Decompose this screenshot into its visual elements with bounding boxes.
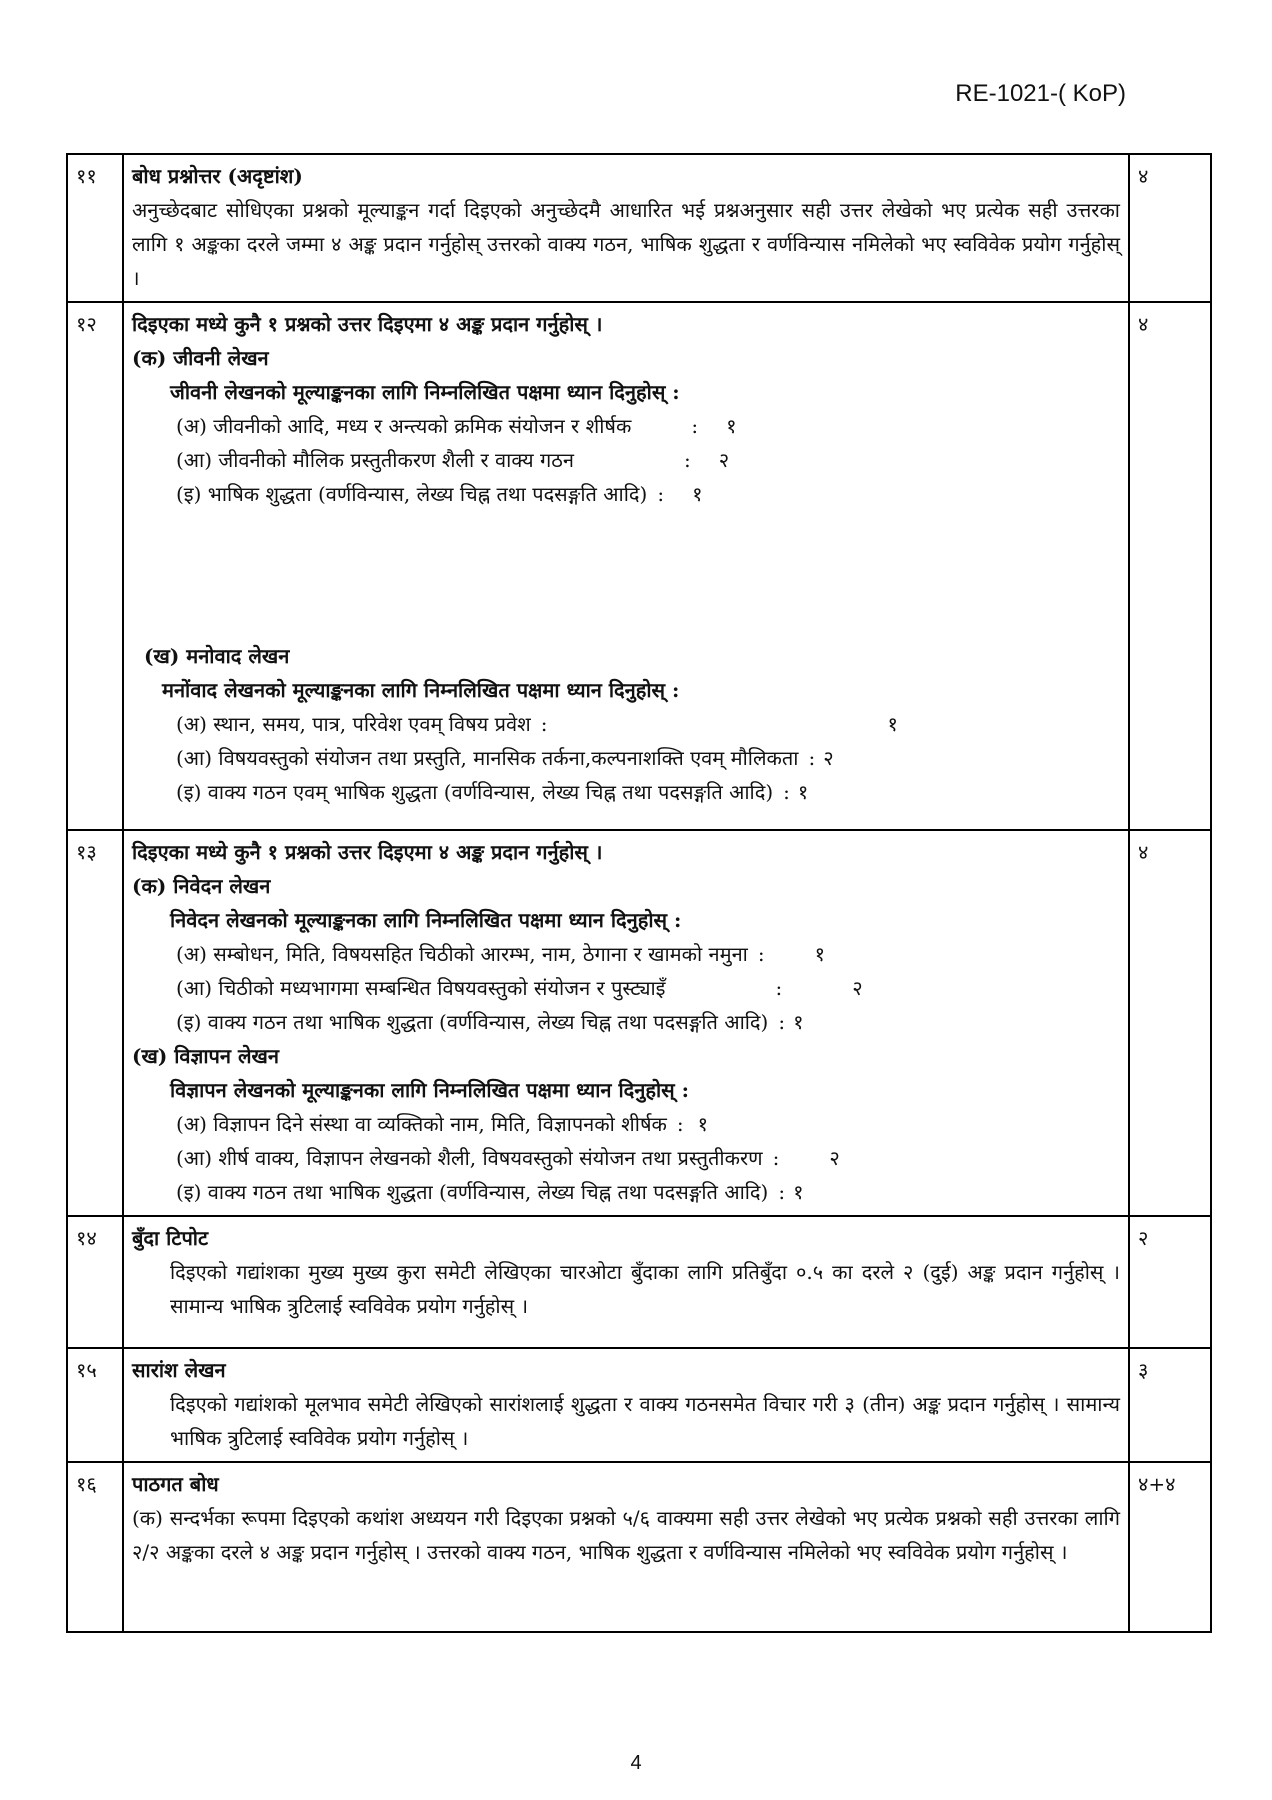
question-content	[123, 1462, 1129, 1632]
question-number: १६	[67, 1462, 123, 1632]
criterion-item: (इ) वाक्य गठन तथा भाषिक शुद्धता (वर्णविन्यास, लेख्य चिह्न तथा पदसङ्गति आदि) : १	[176, 1010, 804, 1034]
question-body: दिइएको गद्यांशका मुख्य मुख्य कुरा समेटी लेखिएका चारओटा बुँदाका लागि प्रतिबुँदा ०.५ का दरले २ (दुई) अङ्क प्रदान गर्नुहोस् । सामान्य भाषिक त्रुटिलाई स्वविवेक प्रयोग गर्नुहोस् ।	[170, 1260, 1120, 1318]
table-row	[67, 154, 1211, 302]
criterion-item: (आ) विषयवस्तुको संयोजन तथा प्रस्तुति, मानसिक तर्कना,कल्पनाशक्ति एवम् मौलिकता : २	[176, 746, 834, 770]
question-number: १३	[67, 830, 123, 1216]
criterion-item: (अ) स्थान, समय, पात्र, परिवेश एवम् विषय प्रवेश : १	[176, 712, 898, 736]
question-marks: ४	[1129, 830, 1211, 1216]
section-heading: (क) जीवनी लेखन	[132, 346, 269, 370]
document-code: RE-1021-( KoP)	[955, 80, 1126, 107]
question-number: १२	[67, 302, 123, 830]
question-content	[123, 1348, 1129, 1462]
question-number: १५	[67, 1348, 123, 1462]
question-title: दिइएका मध्ये कुनै १ प्रश्नको उत्तर दिइएमा ४ अङ्क प्रदान गर्नुहोस् ।	[132, 840, 603, 864]
criterion-item: (इ) वाक्य गठन एवम् भाषिक शुद्धता (वर्णविन्यास, लेख्य चिह्न तथा पदसङ्गति आदि) : १	[176, 780, 809, 804]
question-body: अनुच्छेदबाट सोधिएका प्रश्नको मूल्याङ्कन गर्दा दिइएको अनुच्छेदमै आधारित भई प्रश्नअनुसार सही उत्तर लेखेको भए प्रत्येक सही उत्तरका लागि १ अङ्कका दरले जम्मा ४ अङ्क प्रदान गर्नुहोस् उत्तरको वाक्य गठन, भाषिक शुद्धता र वर्णविन्यास नमिलेको भए स्वविवेक प्रयोग गर्नुहोस् ।	[132, 198, 1120, 290]
table-row	[67, 1348, 1211, 1462]
marking-scheme-table	[66, 153, 1212, 1633]
question-content	[123, 154, 1129, 302]
criterion-item: (अ) जीवनीको आदि, मध्य र अन्त्यको क्रमिक संयोजन र शीर्षक : १	[176, 414, 737, 438]
question-title: पाठगत बोध	[132, 1472, 219, 1496]
table-row	[67, 302, 1211, 830]
question-content	[123, 830, 1129, 1216]
question-content	[123, 1216, 1129, 1348]
criteria-heading: मनोंवाद लेखनको मूल्याङ्कनका लागि निम्नलिखित पक्षमा ध्यान दिनुहोस् :	[162, 678, 680, 702]
page-number: 4	[630, 1752, 642, 1774]
criterion-item: (आ) शीर्ष वाक्य, विज्ञापन लेखनको शैली, विषयवस्तुको संयोजन तथा प्रस्तुतीकरण : २	[176, 1146, 840, 1170]
question-body: (क) सन्दर्भका रूपमा दिइएको कथांश अध्ययन गरी दिइएका प्रश्नको ५/६ वाक्यमा सही उत्तर लेखेको भए प्रत्येक प्रश्नको सही उत्तरका लागि २/२ अङ्कका दरले ४ अङ्क प्रदान गर्नुहोस् । उत्तरको वाक्य गठन, भाषिक शुद्धता र वर्णविन्यास नमिलेको भए स्वविवेक प्रयोग गर्नुहोस् ।	[132, 1506, 1120, 1564]
question-number: १४	[67, 1216, 123, 1348]
question-title: सारांश लेखन	[132, 1358, 226, 1382]
question-title: बुँदा टिपोट	[132, 1226, 209, 1250]
criterion-item: (इ) वाक्य गठन तथा भाषिक शुद्धता (वर्णविन्यास, लेख्य चिह्न तथा पदसङ्गति आदि) : १	[176, 1180, 804, 1204]
table-row	[67, 830, 1211, 1216]
question-body: दिइएको गद्यांशको मूलभाव समेटी लेखिएको सारांशलाई शुद्धता र वाक्य गठनसमेत विचार गरी ३ (तीन) अङ्क प्रदान गर्नुहोस् । सामान्य भाषिक त्रुटिलाई स्वविवेक प्रयोग गर्नुहोस् ।	[170, 1392, 1120, 1450]
question-marks: ४	[1129, 302, 1211, 830]
section-heading: (ख) विज्ञापन लेखन	[132, 1044, 279, 1068]
criterion-item: (आ) चिठीको मध्यभागमा सम्बन्धित विषयवस्तुको संयोजन र पुस्ट्याइँ : २	[176, 976, 863, 1000]
question-number: ११	[67, 154, 123, 302]
table-row	[67, 1216, 1211, 1348]
question-marks: ४	[1129, 154, 1211, 302]
section-heading: (क) निवेदन लेखन	[132, 874, 271, 898]
question-marks: ३	[1129, 1348, 1211, 1462]
question-title: बोध प्रश्नोत्तर (अदृष्टांश)	[132, 164, 303, 188]
question-content	[123, 302, 1129, 830]
question-marks: ४+४	[1129, 1462, 1211, 1632]
criterion-item: (इ) भाषिक शुद्धता (वर्णविन्यास, लेख्य चिह्न तथा पदसङ्गति आदि) : १	[176, 482, 703, 506]
table-row	[67, 1462, 1211, 1632]
question-marks: २	[1129, 1216, 1211, 1348]
criteria-heading: विज्ञापन लेखनको मूल्याङ्कनका लागि निम्नलिखित पक्षमा ध्यान दिनुहोस् :	[170, 1078, 690, 1102]
criterion-item: (आ) जीवनीको मौलिक प्रस्तुतीकरण शैली र वाक्य गठन : २	[176, 448, 730, 472]
criterion-item: (अ) सम्बोधन, मिति, विषयसहित चिठीको आरम्भ, नाम, ठेगाना र खामको नमुना : १	[176, 942, 826, 966]
criteria-heading: जीवनी लेखनको मूल्याङ्कनका लागि निम्नलिखित पक्षमा ध्यान दिनुहोस् :	[170, 380, 680, 404]
criteria-heading: निवेदन लेखनको मूल्याङ्कनका लागि निम्नलिखित पक्षमा ध्यान दिनुहोस् :	[170, 908, 682, 932]
section-heading: (ख) मनोवाद लेखन	[144, 644, 290, 668]
criterion-item: (अ) विज्ञापन दिने संस्था वा व्यक्तिको नाम, मिति, विज्ञापनको शीर्षक : १	[176, 1112, 709, 1136]
question-title: दिइएका मध्ये कुनै १ प्रश्नको उत्तर दिइएमा ४ अङ्क प्रदान गर्नुहोस् ।	[132, 312, 603, 336]
